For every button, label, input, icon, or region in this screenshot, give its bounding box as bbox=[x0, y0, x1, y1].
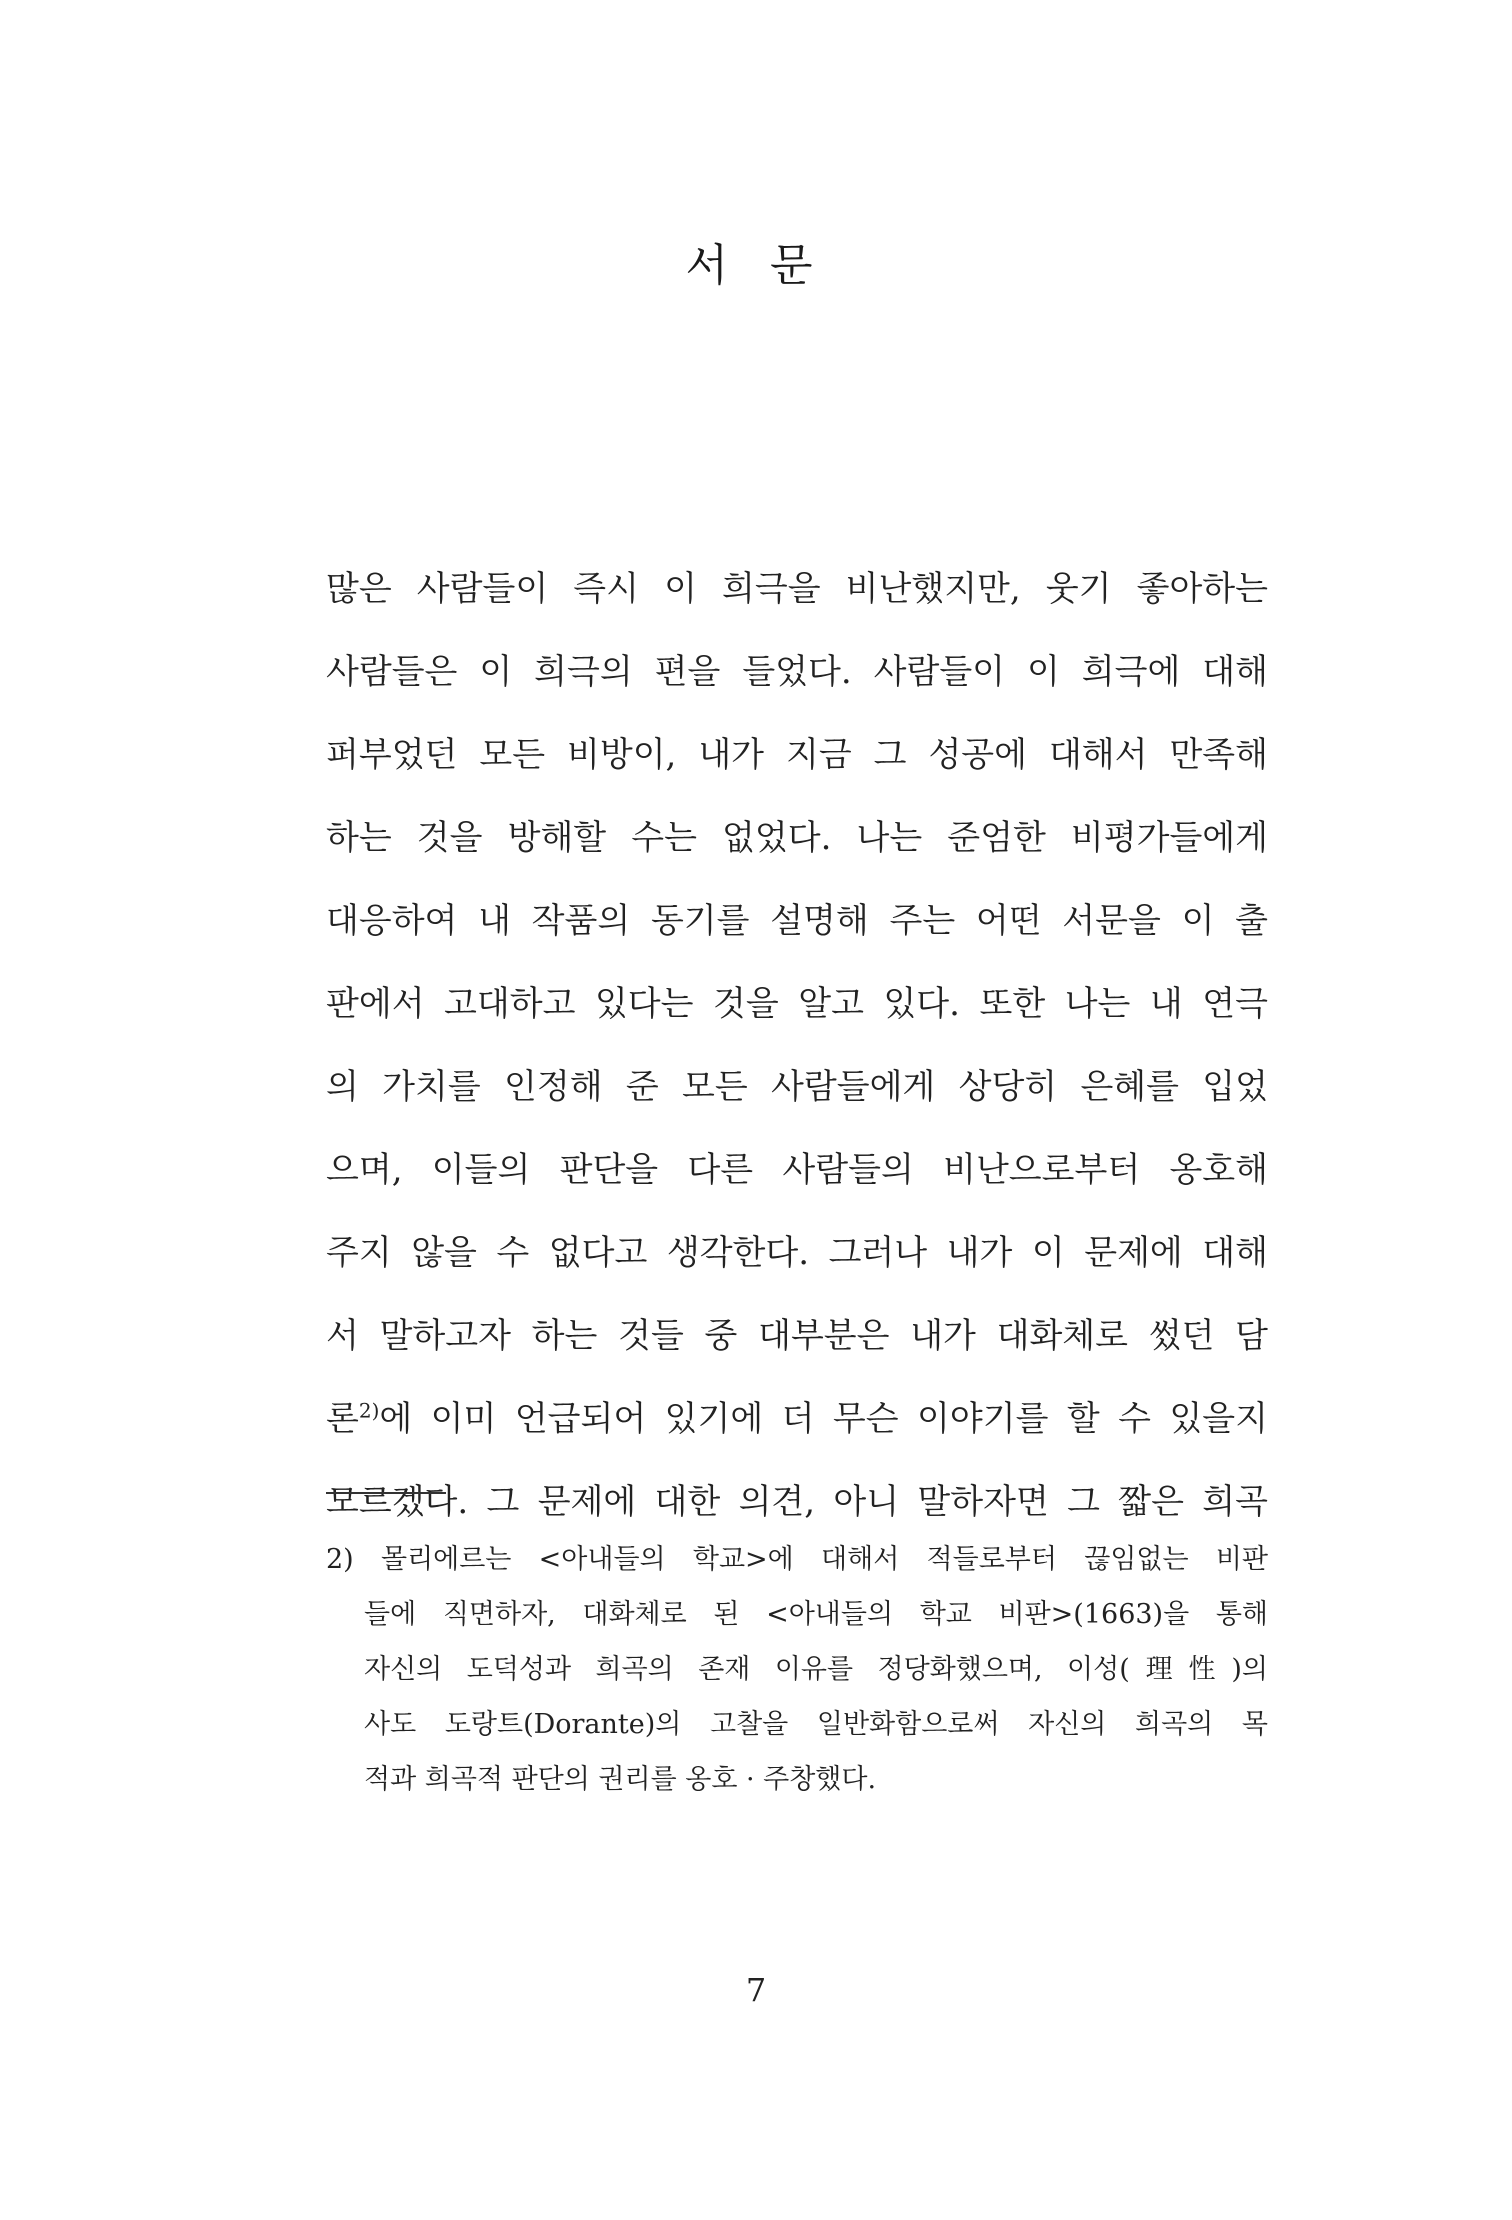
footnote-line: 적과 희곡적 판단의 권리를 옹호 · 주창했다. bbox=[364, 1764, 877, 1795]
body-line: 대응하여 내 작품의 동기를 설명해 주는 어떤 서문을 이 출 bbox=[326, 901, 1268, 941]
body-line: 사람들은 이 희극의 편을 들었다. 사람들이 이 희극에 대해 bbox=[326, 652, 1268, 692]
body-line: 하는 것을 방해할 수는 없었다. 나는 준엄한 비평가들에게 bbox=[326, 818, 1268, 858]
body-line: 주지 않을 수 없다고 생각한다. 그러나 내가 이 문제에 대해 bbox=[326, 1233, 1268, 1273]
body-line-with-footnote bbox=[326, 1378, 1268, 1461]
footnote-line: 2) 몰리에르는 <아내들의 학교>에 대해서 적들로부터 끊임없는 비판 bbox=[326, 1544, 1268, 1575]
body-text bbox=[326, 548, 1268, 1544]
footnote bbox=[326, 1532, 1268, 1807]
body-line: 으며, 이들의 판단을 다른 사람들의 비난으로부터 옹호해 bbox=[326, 1150, 1268, 1190]
page-title: 서 문 bbox=[685, 240, 827, 291]
page-number: 7 bbox=[745, 1971, 767, 2009]
footnote-line: 자신의 도덕성과 희곡의 존재 이유를 정당화했으며, 이성(理性)의 bbox=[364, 1654, 1268, 1685]
body-line: 판에서 고대하고 있다는 것을 알고 있다. 또한 나는 내 연극 bbox=[326, 984, 1268, 1024]
footnote-line: 사도 도랑트(Dorante)의 고찰을 일반화함으로써 자신의 희곡의 목 bbox=[364, 1709, 1268, 1740]
body-text-segment: 론 bbox=[326, 1399, 359, 1439]
footnote-reference[interactable]: 2) bbox=[358, 1398, 380, 1423]
body-line: 많은 사람들이 즉시 이 희극을 비난했지만, 웃기 좋아하는 bbox=[326, 569, 1268, 609]
body-line: 모르겠다. 그 문제에 대한 의견, 아니 말하자면 그 짧은 희곡 bbox=[326, 1482, 1268, 1522]
body-line: 퍼부었던 모든 비방이, 내가 지금 그 성공에 대해서 만족해 bbox=[326, 735, 1268, 775]
body-line: 서 말하고자 하는 것들 중 대부분은 내가 대화체로 썼던 담 bbox=[326, 1316, 1268, 1356]
body-line: 의 가치를 인정해 준 모든 사람들에게 상당히 은혜를 입었 bbox=[326, 1067, 1268, 1107]
footnote-separator bbox=[326, 1492, 446, 1494]
footnote-line: 들에 직면하자, 대화체로 된 <아내들의 학교 비판>(1663)을 통해 bbox=[364, 1599, 1268, 1630]
body-text-segment: 에 이미 언급되어 있기에 더 무슨 이야기를 할 수 있을지 bbox=[379, 1399, 1268, 1439]
